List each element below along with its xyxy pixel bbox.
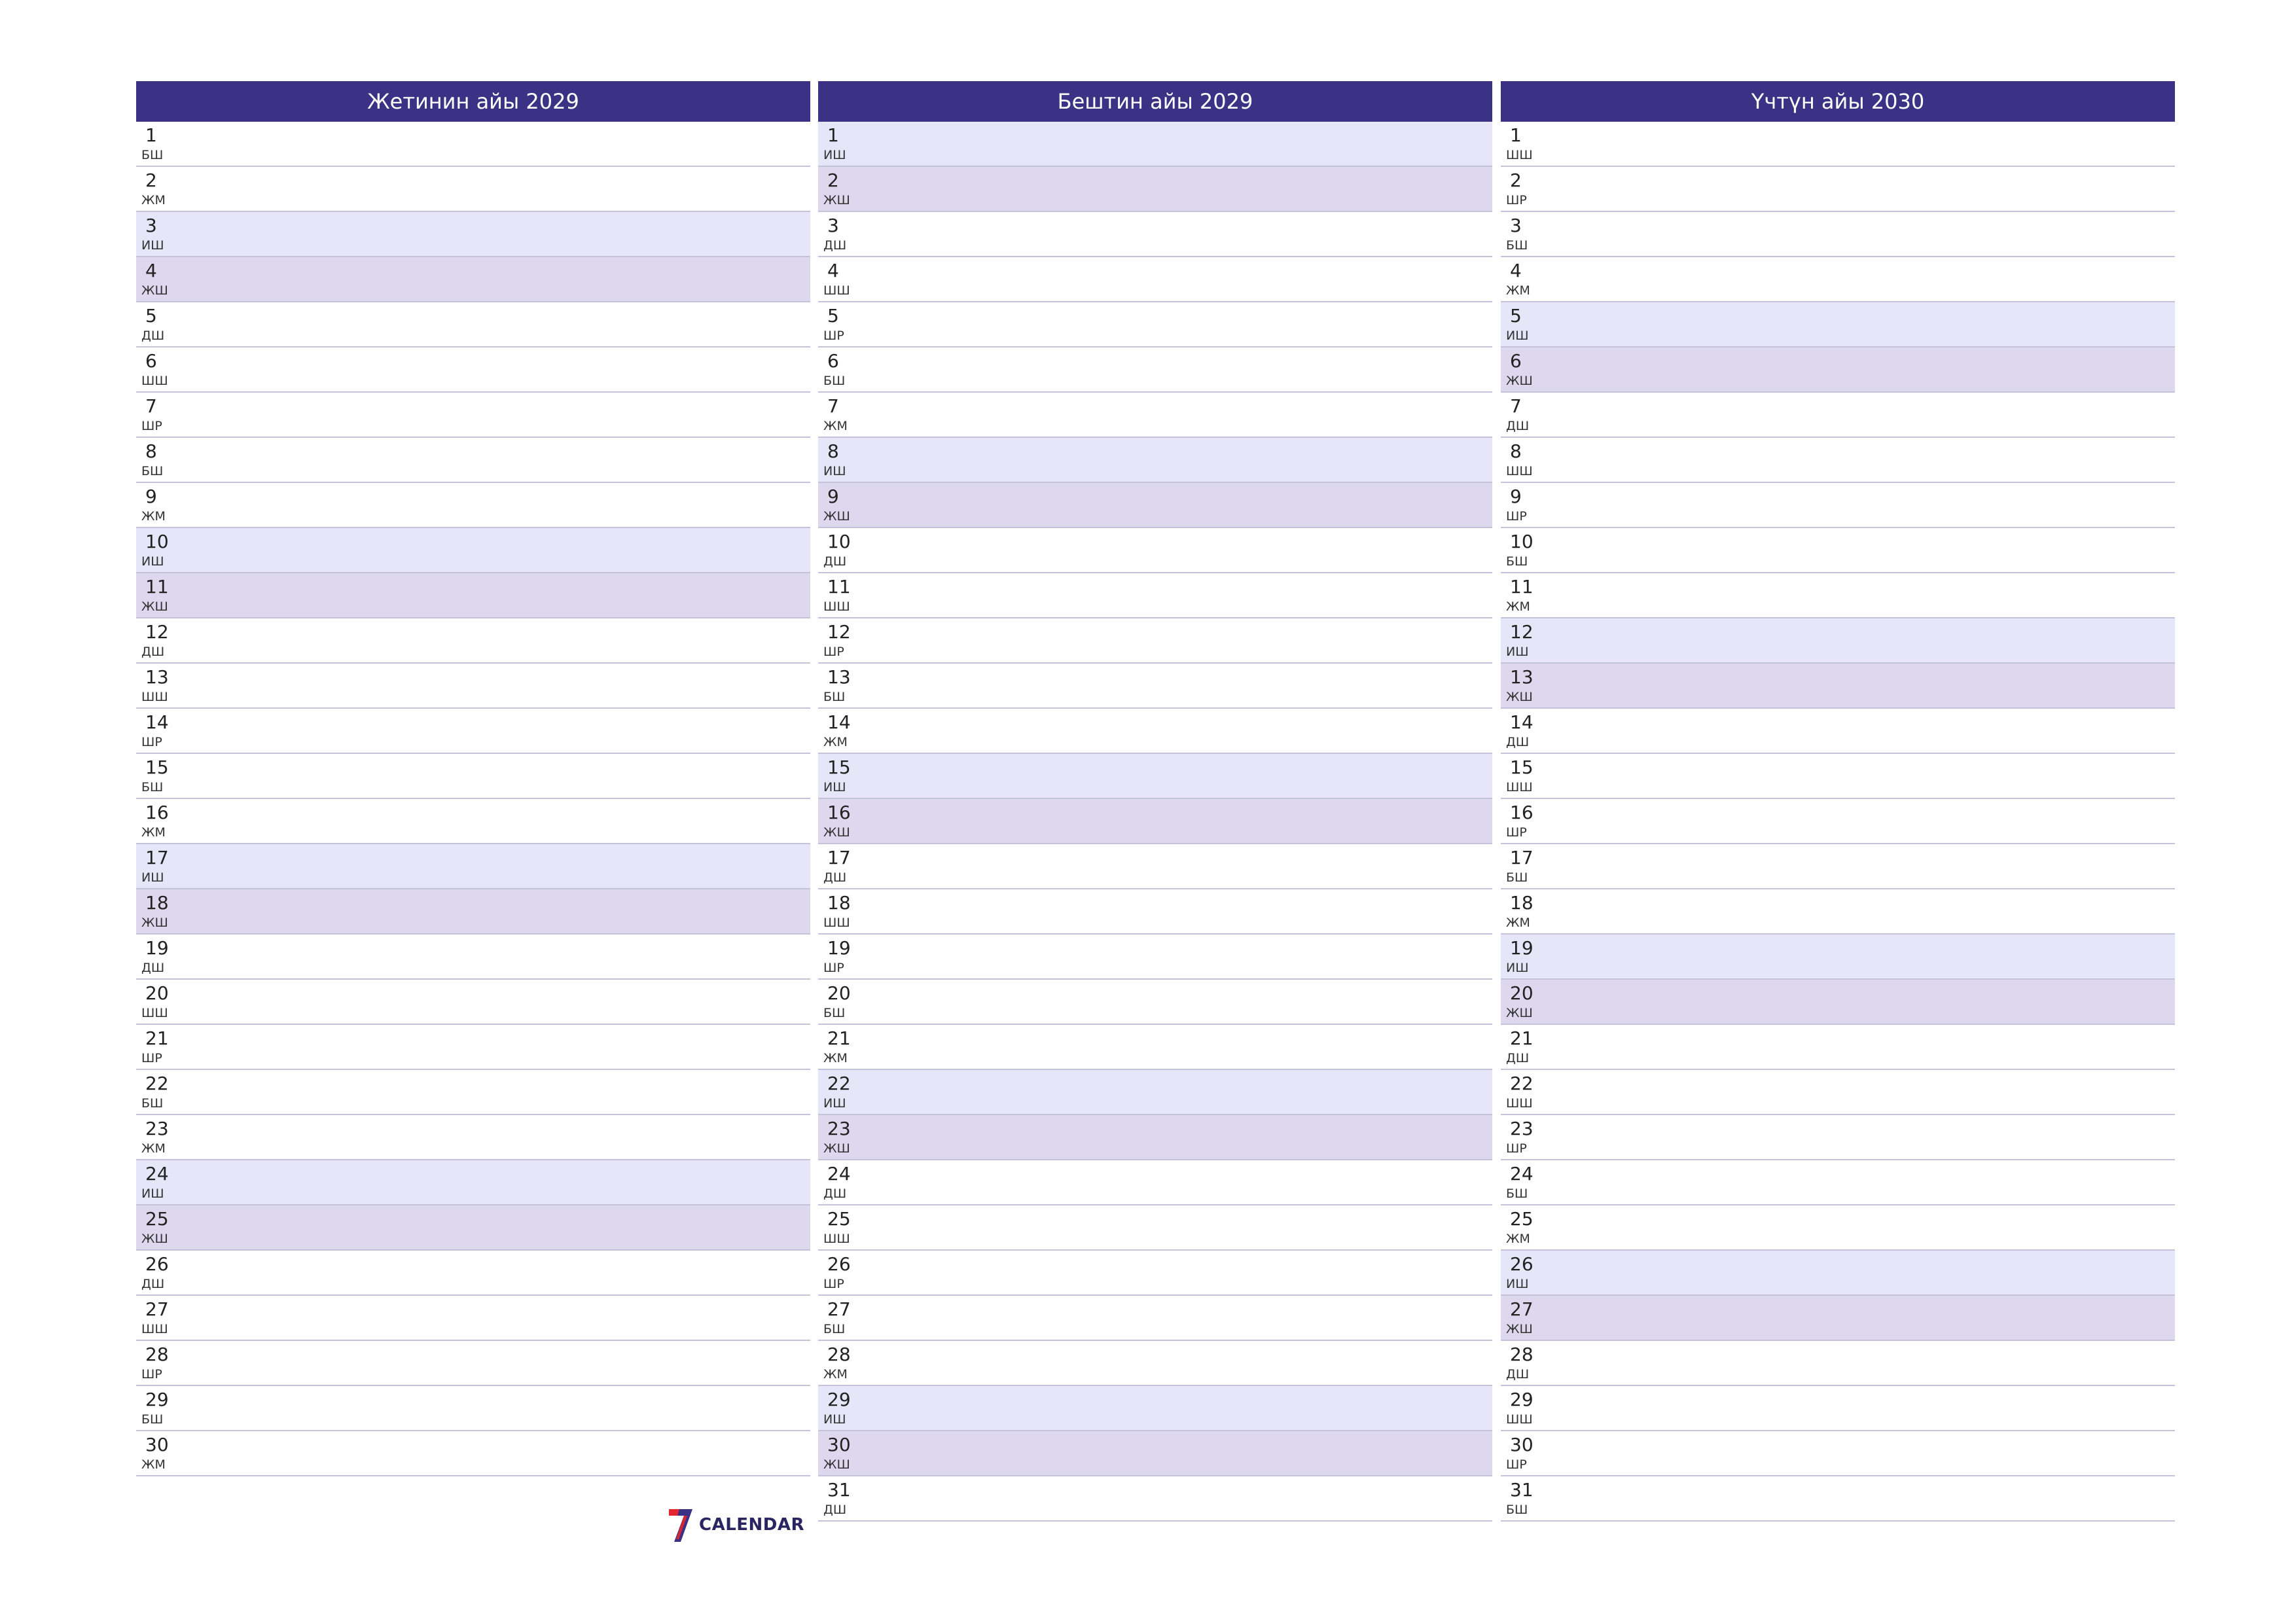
day-number: 5 <box>145 305 157 327</box>
day-number: 26 <box>145 1253 169 1275</box>
weekday-label: ШР <box>823 1277 844 1291</box>
day-row[interactable] <box>818 302 1492 348</box>
day-row[interactable] <box>1501 709 2175 754</box>
weekday-label: ШР <box>141 1367 162 1382</box>
day-row[interactable] <box>818 754 1492 799</box>
day-row[interactable] <box>136 980 810 1025</box>
day-number: 20 <box>145 982 169 1004</box>
weekday-label: ИШ <box>823 464 846 478</box>
day-number: 13 <box>827 666 851 688</box>
weekday-label: ИШ <box>1506 645 1529 659</box>
weekday-label: ДШ <box>823 1186 847 1201</box>
day-number: 27 <box>1510 1298 1534 1320</box>
day-number: 9 <box>827 486 839 507</box>
weekday-label: ШШ <box>823 1232 850 1246</box>
logo-text: CALENDAR <box>699 1515 805 1535</box>
day-row[interactable] <box>136 889 810 935</box>
day-row[interactable] <box>1501 1386 2175 1431</box>
day-row[interactable] <box>1501 348 2175 393</box>
day-row[interactable] <box>1501 618 2175 664</box>
day-number: 2 <box>1510 169 1522 191</box>
weekday-label: ЖШ <box>141 1232 168 1246</box>
day-row[interactable] <box>818 1251 1492 1296</box>
weekday-label: ШШ <box>1506 148 1533 162</box>
weekday-label: ДШ <box>141 645 165 659</box>
day-number: 3 <box>1510 215 1522 236</box>
day-row[interactable] <box>1501 1070 2175 1115</box>
day-row[interactable] <box>136 1025 810 1070</box>
day-number: 13 <box>145 666 169 688</box>
day-row[interactable] <box>1501 754 2175 799</box>
weekday-label: БШ <box>141 148 164 162</box>
day-number: 5 <box>1510 305 1522 327</box>
day-row[interactable] <box>1501 844 2175 889</box>
day-number: 2 <box>827 169 839 191</box>
day-number: 12 <box>145 621 169 643</box>
day-row[interactable] <box>1501 1025 2175 1070</box>
day-number: 13 <box>1510 666 1534 688</box>
day-row[interactable] <box>136 1115 810 1160</box>
weekday-label: ЖМ <box>1506 916 1530 930</box>
weekday-label: ШР <box>823 645 844 659</box>
day-number: 28 <box>1510 1344 1534 1365</box>
day-number: 27 <box>827 1298 851 1320</box>
weekday-label: ДШ <box>1506 735 1530 749</box>
weekday-label: ЖШ <box>823 509 850 524</box>
day-number: 2 <box>145 169 157 191</box>
weekday-label: БШ <box>1506 870 1528 885</box>
day-number: 14 <box>1510 711 1534 733</box>
day-row[interactable] <box>1501 1205 2175 1251</box>
day-row[interactable] <box>136 348 810 393</box>
day-row[interactable] <box>818 483 1492 528</box>
weekday-label: ИШ <box>141 554 164 569</box>
weekday-label: ЖМ <box>141 1141 166 1156</box>
day-row[interactable] <box>136 302 810 348</box>
day-number: 6 <box>827 350 839 372</box>
day-number: 23 <box>827 1118 851 1139</box>
weekday-label: БШ <box>1506 554 1528 569</box>
day-number: 26 <box>1510 1253 1534 1275</box>
day-number: 4 <box>1510 260 1522 281</box>
day-row[interactable] <box>136 528 810 573</box>
day-row[interactable] <box>1501 438 2175 483</box>
weekday-label: ШР <box>141 735 162 749</box>
weekday-label: ШР <box>823 961 844 975</box>
weekday-label: ДШ <box>141 1277 165 1291</box>
day-row[interactable] <box>136 393 810 438</box>
day-number: 18 <box>145 892 169 914</box>
day-row[interactable] <box>136 935 810 980</box>
day-row[interactable] <box>136 1070 810 1115</box>
weekday-label: ИШ <box>1506 329 1529 343</box>
weekday-label: ШШ <box>1506 1096 1533 1111</box>
day-row[interactable] <box>818 348 1492 393</box>
day-number: 9 <box>1510 486 1522 507</box>
weekday-label: ШР <box>823 329 844 343</box>
day-row[interactable] <box>818 709 1492 754</box>
day-number: 30 <box>145 1434 169 1455</box>
day-row[interactable] <box>818 1115 1492 1160</box>
day-number: 29 <box>827 1389 851 1410</box>
weekday-label: БШ <box>141 1412 164 1427</box>
day-number: 12 <box>1510 621 1534 643</box>
day-row[interactable] <box>136 212 810 257</box>
day-number: 21 <box>827 1027 851 1049</box>
weekday-label: ИШ <box>823 1412 846 1427</box>
day-number: 5 <box>827 305 839 327</box>
day-number: 18 <box>827 892 851 914</box>
day-row[interactable] <box>1501 799 2175 844</box>
day-row[interactable] <box>1501 1160 2175 1205</box>
weekday-label: ЖМ <box>141 1457 166 1472</box>
weekday-label: ШШ <box>141 1322 168 1336</box>
day-row[interactable] <box>1501 257 2175 302</box>
weekday-label: ЖМ <box>1506 283 1530 298</box>
day-number: 22 <box>827 1073 851 1094</box>
weekday-label: ДШ <box>823 1503 847 1517</box>
day-number: 17 <box>145 847 169 868</box>
day-number: 22 <box>1510 1073 1534 1094</box>
day-number: 1 <box>145 124 157 146</box>
weekday-label: ШШ <box>1506 780 1533 794</box>
weekday-label: ЖМ <box>823 1051 848 1065</box>
day-number: 30 <box>827 1434 851 1455</box>
weekday-label: ЖМ <box>141 825 166 840</box>
weekday-label: ШШ <box>823 599 850 614</box>
weekday-label: ДШ <box>141 961 165 975</box>
month-title: Үчтүн айы 2030 <box>1501 81 2175 122</box>
day-number: 3 <box>145 215 157 236</box>
day-row[interactable] <box>1501 212 2175 257</box>
day-number: 20 <box>827 982 851 1004</box>
day-row[interactable] <box>136 754 810 799</box>
day-number: 8 <box>827 440 839 462</box>
weekday-label: БШ <box>141 464 164 478</box>
weekday-label: ЖШ <box>1506 1006 1533 1020</box>
weekday-label: ШР <box>141 419 162 433</box>
day-row[interactable] <box>136 799 810 844</box>
weekday-label: ЖШ <box>141 599 168 614</box>
day-number: 31 <box>1510 1479 1534 1501</box>
weekday-label: ЖМ <box>141 193 166 207</box>
day-row[interactable] <box>1501 573 2175 618</box>
day-row[interactable] <box>818 528 1492 573</box>
weekday-label: ДШ <box>823 238 847 253</box>
weekday-label: ШШ <box>823 283 850 298</box>
weekday-label: ЖМ <box>823 1367 848 1382</box>
day-number: 31 <box>827 1479 851 1501</box>
day-row[interactable] <box>1501 302 2175 348</box>
weekday-label: ШШ <box>1506 1412 1533 1427</box>
day-number: 7 <box>827 395 839 417</box>
day-number: 1 <box>827 124 839 146</box>
day-number: 30 <box>1510 1434 1534 1455</box>
day-row[interactable] <box>136 438 810 483</box>
day-number: 11 <box>145 576 169 597</box>
weekday-label: ДШ <box>141 329 165 343</box>
day-row[interactable] <box>818 438 1492 483</box>
month-column-3 <box>1501 81 2175 1522</box>
day-number: 19 <box>1510 937 1534 959</box>
weekday-label: ЖШ <box>1506 374 1533 388</box>
weekday-label: ДШ <box>823 554 847 569</box>
day-number: 8 <box>145 440 157 462</box>
day-number: 11 <box>1510 576 1534 597</box>
day-number: 6 <box>1510 350 1522 372</box>
day-number: 17 <box>1510 847 1534 868</box>
weekday-label: ЖШ <box>823 1141 850 1156</box>
day-row[interactable] <box>136 1341 810 1386</box>
weekday-label: ЖШ <box>823 1457 850 1472</box>
day-row[interactable] <box>136 483 810 528</box>
day-row[interactable] <box>136 573 810 618</box>
day-row[interactable] <box>818 257 1492 302</box>
weekday-label: ДШ <box>1506 1051 1530 1065</box>
day-number: 25 <box>145 1208 169 1230</box>
weekday-label: ШР <box>1506 825 1527 840</box>
day-number: 25 <box>827 1208 851 1230</box>
day-list <box>818 122 1492 1522</box>
day-number: 25 <box>1510 1208 1534 1230</box>
weekday-label: ЖМ <box>823 419 848 433</box>
day-row[interactable] <box>1501 664 2175 709</box>
day-row[interactable] <box>136 1160 810 1205</box>
day-row[interactable] <box>818 1296 1492 1341</box>
day-row[interactable] <box>1501 980 2175 1025</box>
day-row[interactable] <box>818 664 1492 709</box>
day-number: 16 <box>1510 802 1534 823</box>
day-number: 16 <box>145 802 169 823</box>
weekday-label: ЖШ <box>823 825 850 840</box>
day-row[interactable] <box>136 664 810 709</box>
day-number: 16 <box>827 802 851 823</box>
day-row[interactable] <box>818 799 1492 844</box>
weekday-label: БШ <box>823 690 846 704</box>
weekday-label: ИШ <box>823 148 846 162</box>
day-row[interactable] <box>136 1431 810 1476</box>
weekday-label: ИШ <box>141 1186 164 1201</box>
day-row[interactable] <box>818 1070 1492 1115</box>
weekday-label: ДШ <box>823 870 847 885</box>
day-number: 4 <box>145 260 157 281</box>
day-number: 14 <box>145 711 169 733</box>
month-column-2 <box>818 81 1492 1522</box>
day-number: 8 <box>1510 440 1522 462</box>
weekday-label: ШР <box>141 1051 162 1065</box>
day-row[interactable] <box>1501 1115 2175 1160</box>
day-number: 14 <box>827 711 851 733</box>
day-number: 26 <box>827 1253 851 1275</box>
weekday-label: ЖМ <box>1506 1232 1530 1246</box>
day-row[interactable] <box>818 573 1492 618</box>
day-number: 15 <box>1510 757 1534 778</box>
weekday-label: ШШ <box>1506 464 1533 478</box>
day-row[interactable] <box>1501 393 2175 438</box>
weekday-label: ШШ <box>823 916 850 930</box>
day-row[interactable] <box>136 709 810 754</box>
weekday-label: ЖШ <box>1506 690 1533 704</box>
day-number: 6 <box>145 350 157 372</box>
day-row[interactable] <box>818 167 1492 212</box>
weekday-label: БШ <box>823 1006 846 1020</box>
day-number: 29 <box>1510 1389 1534 1410</box>
day-number: 19 <box>145 937 169 959</box>
weekday-label: ШР <box>1506 1141 1527 1156</box>
day-number: 17 <box>827 847 851 868</box>
weekday-label: БШ <box>823 1322 846 1336</box>
day-row[interactable] <box>818 889 1492 935</box>
day-row[interactable] <box>818 618 1492 664</box>
weekday-label: ШР <box>1506 1457 1527 1472</box>
day-number: 4 <box>827 260 839 281</box>
day-list <box>1501 122 2175 1522</box>
weekday-label: ИШ <box>823 1096 846 1111</box>
day-row[interactable] <box>818 393 1492 438</box>
day-row[interactable] <box>136 1251 810 1296</box>
weekday-label: ИШ <box>823 780 846 794</box>
weekday-label: ЖМ <box>1506 599 1530 614</box>
day-number: 12 <box>827 621 851 643</box>
day-number: 20 <box>1510 982 1534 1004</box>
day-list <box>136 122 810 1476</box>
day-number: 11 <box>827 576 851 597</box>
day-number: 10 <box>145 531 169 552</box>
day-number: 22 <box>145 1073 169 1094</box>
day-row[interactable] <box>818 1160 1492 1205</box>
day-row[interactable] <box>818 844 1492 889</box>
weekday-label: ДШ <box>1506 1367 1530 1382</box>
day-number: 15 <box>145 757 169 778</box>
day-row[interactable] <box>136 1205 810 1251</box>
calendar-logo[interactable] <box>668 1505 805 1544</box>
day-row[interactable] <box>1501 1296 2175 1341</box>
weekday-label: ИШ <box>1506 961 1529 975</box>
weekday-label: БШ <box>823 374 846 388</box>
day-row[interactable] <box>1501 1431 2175 1476</box>
day-row[interactable] <box>818 1476 1492 1522</box>
weekday-label: ИШ <box>141 238 164 253</box>
day-number: 10 <box>1510 531 1534 552</box>
day-row[interactable] <box>136 167 810 212</box>
day-number: 24 <box>1510 1163 1534 1185</box>
day-number: 18 <box>1510 892 1534 914</box>
day-number: 28 <box>827 1344 851 1365</box>
day-number: 24 <box>145 1163 169 1185</box>
day-number: 1 <box>1510 124 1522 146</box>
weekday-label: БШ <box>1506 1186 1528 1201</box>
month-column-1 <box>136 81 810 1476</box>
day-row[interactable] <box>136 618 810 664</box>
weekday-label: ДШ <box>1506 419 1530 433</box>
weekday-label: ШШ <box>141 374 168 388</box>
weekday-label: ШШ <box>141 690 168 704</box>
day-number: 21 <box>1510 1027 1534 1049</box>
weekday-label: ЖМ <box>141 509 166 524</box>
day-row[interactable] <box>818 1205 1492 1251</box>
weekday-label: БШ <box>1506 238 1528 253</box>
day-number: 19 <box>827 937 851 959</box>
weekday-label: ИШ <box>1506 1277 1529 1291</box>
day-row[interactable] <box>1501 528 2175 573</box>
day-number: 7 <box>1510 395 1522 417</box>
day-number: 29 <box>145 1389 169 1410</box>
weekday-label: ЖШ <box>823 193 850 207</box>
day-row[interactable] <box>818 1431 1492 1476</box>
weekday-label: ЖШ <box>141 283 168 298</box>
weekday-label: БШ <box>1506 1503 1528 1517</box>
weekday-label: ШР <box>1506 193 1527 207</box>
seven-logo-icon <box>668 1507 694 1543</box>
day-row[interactable] <box>818 980 1492 1025</box>
day-row[interactable] <box>136 257 810 302</box>
weekday-label: ШШ <box>141 1006 168 1020</box>
day-row[interactable] <box>1501 167 2175 212</box>
day-number: 3 <box>827 215 839 236</box>
day-row[interactable] <box>1501 935 2175 980</box>
day-row[interactable] <box>818 935 1492 980</box>
month-title: Жетинин айы 2029 <box>136 81 810 122</box>
day-row[interactable] <box>818 1025 1492 1070</box>
weekday-label: ШР <box>1506 509 1527 524</box>
day-number: 28 <box>145 1344 169 1365</box>
day-row[interactable] <box>136 1386 810 1431</box>
day-number: 10 <box>827 531 851 552</box>
weekday-label: ЖМ <box>823 735 848 749</box>
weekday-label: БШ <box>141 1096 164 1111</box>
day-row[interactable] <box>1501 1476 2175 1522</box>
day-row[interactable] <box>136 122 810 167</box>
day-row[interactable] <box>818 122 1492 167</box>
day-number: 27 <box>145 1298 169 1320</box>
weekday-label: БШ <box>141 780 164 794</box>
weekday-label: ЖШ <box>1506 1322 1533 1336</box>
day-row[interactable] <box>1501 1251 2175 1296</box>
day-row[interactable] <box>1501 889 2175 935</box>
day-row[interactable] <box>1501 483 2175 528</box>
day-row[interactable] <box>818 1341 1492 1386</box>
month-title: Бештин айы 2029 <box>818 81 1492 122</box>
day-number: 7 <box>145 395 157 417</box>
day-row[interactable] <box>1501 1341 2175 1386</box>
day-number: 21 <box>145 1027 169 1049</box>
weekday-label: ЖШ <box>141 916 168 930</box>
day-row[interactable] <box>1501 122 2175 167</box>
day-number: 23 <box>1510 1118 1534 1139</box>
day-number: 23 <box>145 1118 169 1139</box>
day-row[interactable] <box>136 844 810 889</box>
day-number: 15 <box>827 757 851 778</box>
day-row[interactable] <box>136 1296 810 1341</box>
day-row[interactable] <box>818 1386 1492 1431</box>
weekday-label: ИШ <box>141 870 164 885</box>
day-row[interactable] <box>818 212 1492 257</box>
day-number: 24 <box>827 1163 851 1185</box>
day-number: 9 <box>145 486 157 507</box>
